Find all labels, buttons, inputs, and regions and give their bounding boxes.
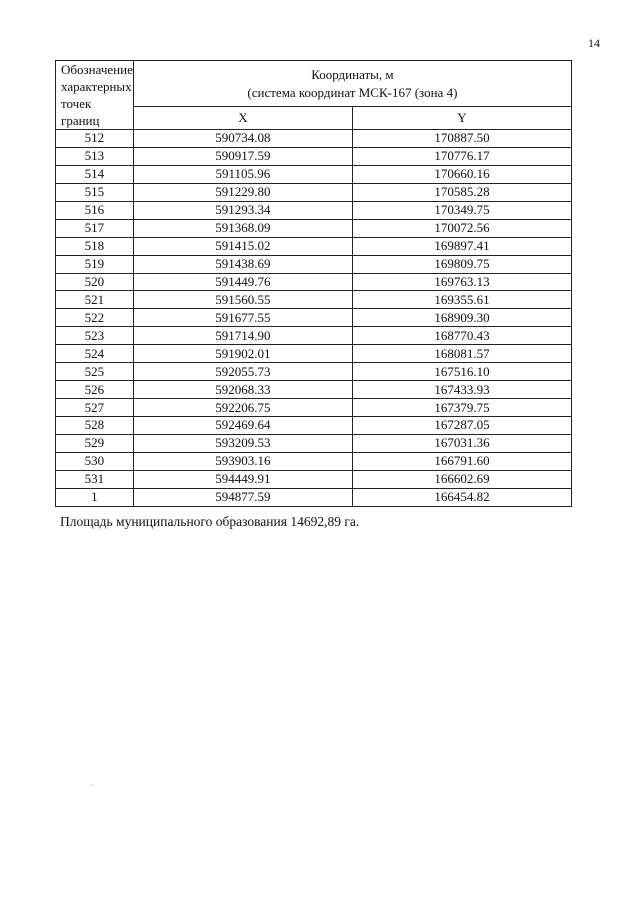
y-coordinate-cell: 168770.43: [352, 327, 571, 345]
table-row: [56, 345, 572, 363]
x-coordinate-cell: 590917.59: [133, 147, 352, 165]
area-note: Площадь муниципального образования 14692,89 га.: [60, 514, 360, 529]
point-cell: 519: [56, 255, 134, 273]
y-coordinate-cell: 166602.69: [352, 470, 571, 488]
point-cell: 521: [56, 291, 134, 309]
y-coordinate-cell: 169355.61: [352, 291, 571, 309]
table-row: [56, 309, 572, 327]
table-row: [56, 434, 572, 452]
table-row: [56, 470, 572, 488]
y-coordinate-cell: 167379.75: [352, 399, 571, 417]
point-cell: 1: [56, 488, 134, 506]
x-column-header: X: [133, 107, 352, 130]
x-coordinate-cell: 591438.69: [133, 255, 352, 273]
coordinate-system: (система координат МСК-167 (зона 4): [247, 84, 458, 100]
table-row: [56, 183, 572, 201]
x-coordinate-cell: 592068.33: [133, 381, 352, 399]
x-coordinate-cell: 592469.64: [133, 417, 352, 435]
x-coordinate-cell: 593903.16: [133, 452, 352, 470]
point-cell: 513: [56, 147, 134, 165]
table-row: [56, 130, 572, 148]
point-cell: 514: [56, 165, 134, 183]
point-cell: 528: [56, 417, 134, 435]
coordinates-table: [55, 60, 572, 507]
y-coordinate-cell: 170660.16: [352, 165, 571, 183]
table-row: [56, 165, 572, 183]
y-coordinate-cell: 166791.60: [352, 452, 571, 470]
point-cell: 523: [56, 327, 134, 345]
point-designation-header: [56, 61, 134, 130]
y-coordinate-cell: 167433.93: [352, 381, 571, 399]
x-coordinate-cell: 591449.76: [133, 273, 352, 291]
y-coordinate-cell: 170585.28: [352, 183, 571, 201]
y-coordinate-cell: 170072.56: [352, 219, 571, 237]
point-cell: 522: [56, 309, 134, 327]
table-row: [56, 147, 572, 165]
y-coordinate-cell: 167031.36: [352, 434, 571, 452]
header-row-2: [56, 107, 572, 130]
y-column-header: Y: [352, 107, 571, 130]
table-row: [56, 381, 572, 399]
coordinates-title: Координаты, м: [311, 66, 394, 82]
table-body: [56, 61, 572, 507]
x-coordinate-cell: 591229.80: [133, 183, 352, 201]
point-cell: 526: [56, 381, 134, 399]
y-coordinate-cell: 170776.17: [352, 147, 571, 165]
point-cell: 524: [56, 345, 134, 363]
point-cell: 512: [56, 130, 134, 148]
point-header-line-1: Обозначение: [61, 62, 133, 77]
table-row: [56, 327, 572, 345]
x-coordinate-cell: 591714.90: [133, 327, 352, 345]
table-row: [56, 452, 572, 470]
x-coordinate-cell: 594449.91: [133, 470, 352, 488]
point-cell: 517: [56, 219, 134, 237]
x-coordinate-cell: 594877.59: [133, 488, 352, 506]
point-cell: 525: [56, 363, 134, 381]
point-cell: 527: [56, 399, 134, 417]
table-row: [56, 363, 572, 381]
x-coordinate-cell: 592206.75: [133, 399, 352, 417]
x-coordinate-cell: 591902.01: [133, 345, 352, 363]
point-header-line-2: характерных: [61, 79, 132, 94]
y-coordinate-cell: 168081.57: [352, 345, 571, 363]
y-coordinate-cell: 170349.75: [352, 201, 571, 219]
table-row: [56, 291, 572, 309]
y-coordinate-cell: 169763.13: [352, 273, 571, 291]
point-cell: 531: [56, 470, 134, 488]
y-coordinate-cell: 167287.05: [352, 417, 571, 435]
x-coordinate-cell: 591677.55: [133, 309, 352, 327]
x-coordinate-cell: 592055.73: [133, 363, 352, 381]
x-coordinate-cell: 591560.55: [133, 291, 352, 309]
y-coordinate-cell: 166454.82: [352, 488, 571, 506]
point-header-line-3: точек границ: [61, 96, 100, 128]
x-coordinate-cell: 590734.08: [133, 130, 352, 148]
table-row: [56, 201, 572, 219]
table-row: [56, 237, 572, 255]
table-row: [56, 273, 572, 291]
y-coordinate-cell: 170887.50: [352, 130, 571, 148]
coordinates-header: [133, 61, 571, 107]
point-cell: 530: [56, 452, 134, 470]
table-row: [56, 488, 572, 506]
x-coordinate-cell: 591293.34: [133, 201, 352, 219]
table-row: [56, 399, 572, 417]
table-row: [56, 417, 572, 435]
point-cell: 518: [56, 237, 134, 255]
point-cell: 515: [56, 183, 134, 201]
x-coordinate-cell: 591415.02: [133, 237, 352, 255]
header-row-1: [56, 61, 572, 107]
table-row: [56, 219, 572, 237]
page-number: 14: [588, 36, 600, 50]
y-coordinate-cell: 169809.75: [352, 255, 571, 273]
x-coordinate-cell: 593209.53: [133, 434, 352, 452]
y-coordinate-cell: 169897.41: [352, 237, 571, 255]
x-coordinate-cell: 591368.09: [133, 219, 352, 237]
y-coordinate-cell: 168909.30: [352, 309, 571, 327]
point-cell: 529: [56, 434, 134, 452]
point-cell: 516: [56, 201, 134, 219]
stray-mark: `: [90, 783, 93, 793]
table-row: [56, 255, 572, 273]
x-coordinate-cell: 591105.96: [133, 165, 352, 183]
point-cell: 520: [56, 273, 134, 291]
y-coordinate-cell: 167516.10: [352, 363, 571, 381]
